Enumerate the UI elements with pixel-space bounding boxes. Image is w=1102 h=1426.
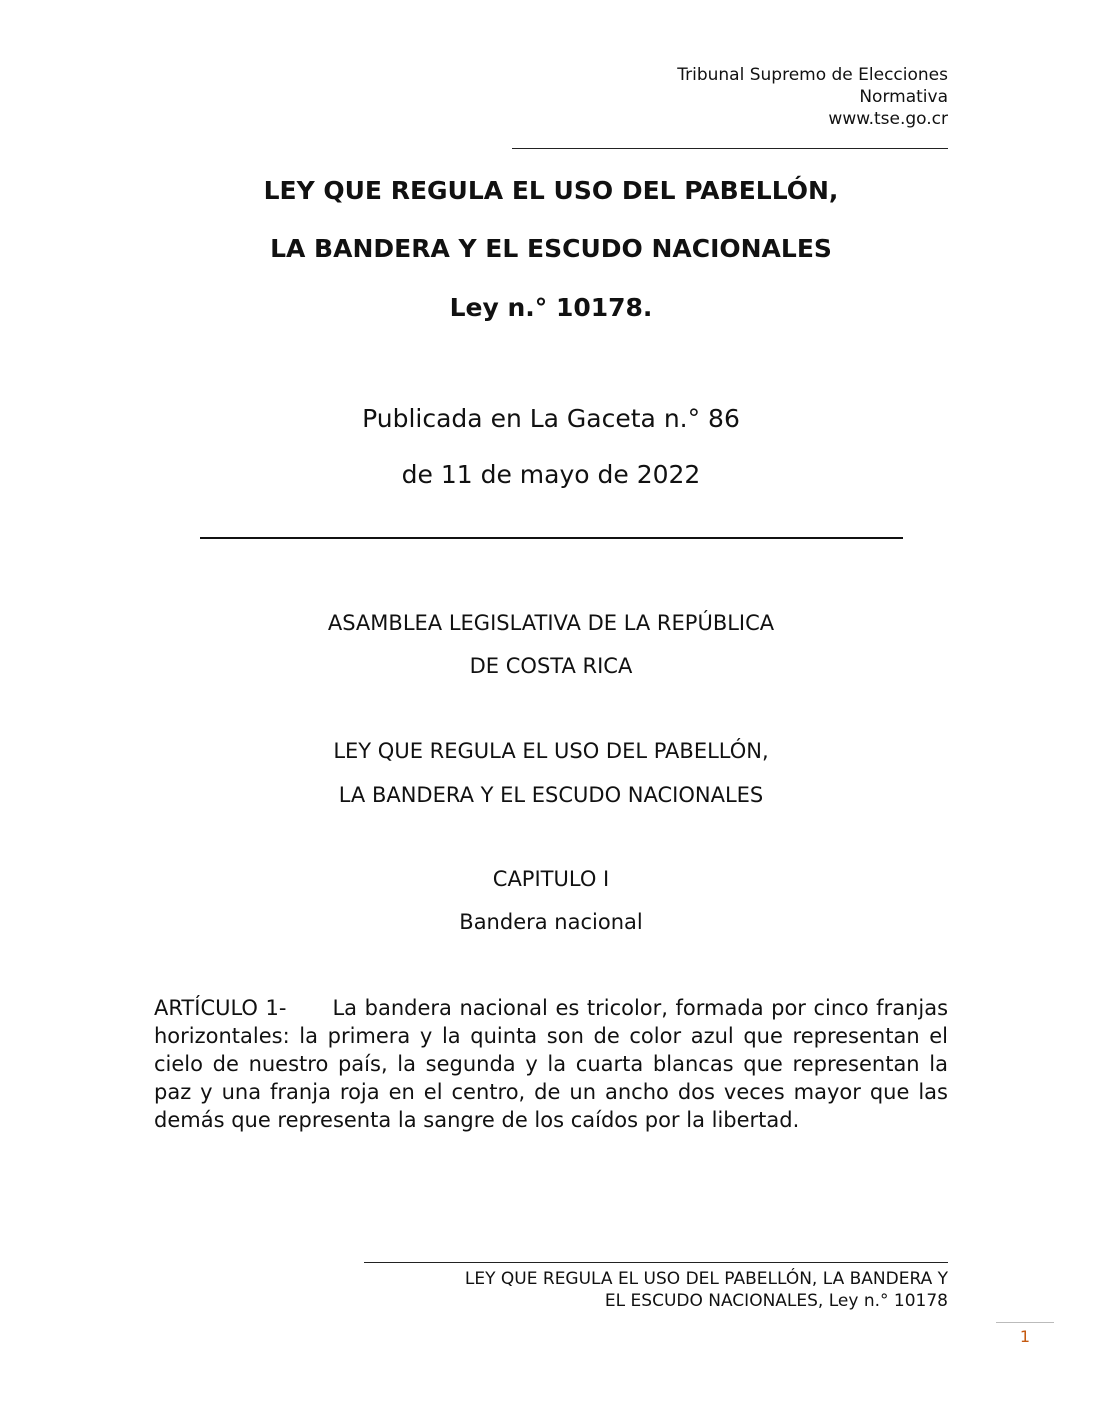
publication-line-1: Publicada en La Gaceta n.° 86: [362, 404, 740, 433]
footer-line-1: LEY QUE REGULA EL USO DEL PABELLÓN, LA BANDERA Y: [464, 1269, 948, 1289]
header-divider: [512, 148, 948, 149]
footer-line-2: EL ESCUDO NACIONALES, Ley n.° 10178: [604, 1291, 948, 1311]
assembly-line-2: DE COSTA RICA: [469, 654, 633, 678]
page-header: [677, 64, 948, 130]
article-label: ARTÍCULO 1-: [154, 996, 287, 1020]
assembly-line-1: ASAMBLEA LEGISLATIVA DE LA REPÚBLICA: [327, 611, 775, 635]
page-number-divider: [996, 1322, 1054, 1323]
chapter-title: Bandera nacional: [459, 910, 643, 934]
chapter-heading: CAPITULO I: [492, 867, 610, 891]
header-website: www.tse.go.cr: [828, 109, 948, 129]
law-number: Ley n.° 10178.: [449, 293, 653, 322]
article-text: La bandera nacional es tricolor, formada por cinco franjas horizontales: la primera y la quinta son de color azul que representan el cielo de nuestro país, la segunda y la cuarta blancas que representan la paz y una franja roja en el centro, de un ancho dos veces mayor que las demás que representa la sangre de los caídos por la libertad.: [154, 996, 949, 1132]
article-1: [154, 994, 948, 1134]
law-title-line-2: LA BANDERA Y EL ESCUDO NACIONALES: [338, 783, 764, 807]
page-number-box: [996, 1322, 1054, 1346]
section-divider: [200, 537, 903, 539]
header-section: Normativa: [859, 87, 948, 107]
document-title-line-1: LEY QUE REGULA EL USO DEL PABELLÓN,: [263, 176, 839, 205]
publication-date: de 11 de mayo de 2022: [401, 460, 701, 489]
page-footer: [364, 1262, 948, 1312]
page-number: 1: [1019, 1327, 1031, 1346]
header-institution: Tribunal Supremo de Elecciones: [677, 65, 948, 85]
footer-divider: [364, 1262, 948, 1263]
law-title-line-1: LEY QUE REGULA EL USO DEL PABELLÓN,: [333, 739, 769, 763]
document-title-line-2: LA BANDERA Y EL ESCUDO NACIONALES: [270, 234, 832, 263]
